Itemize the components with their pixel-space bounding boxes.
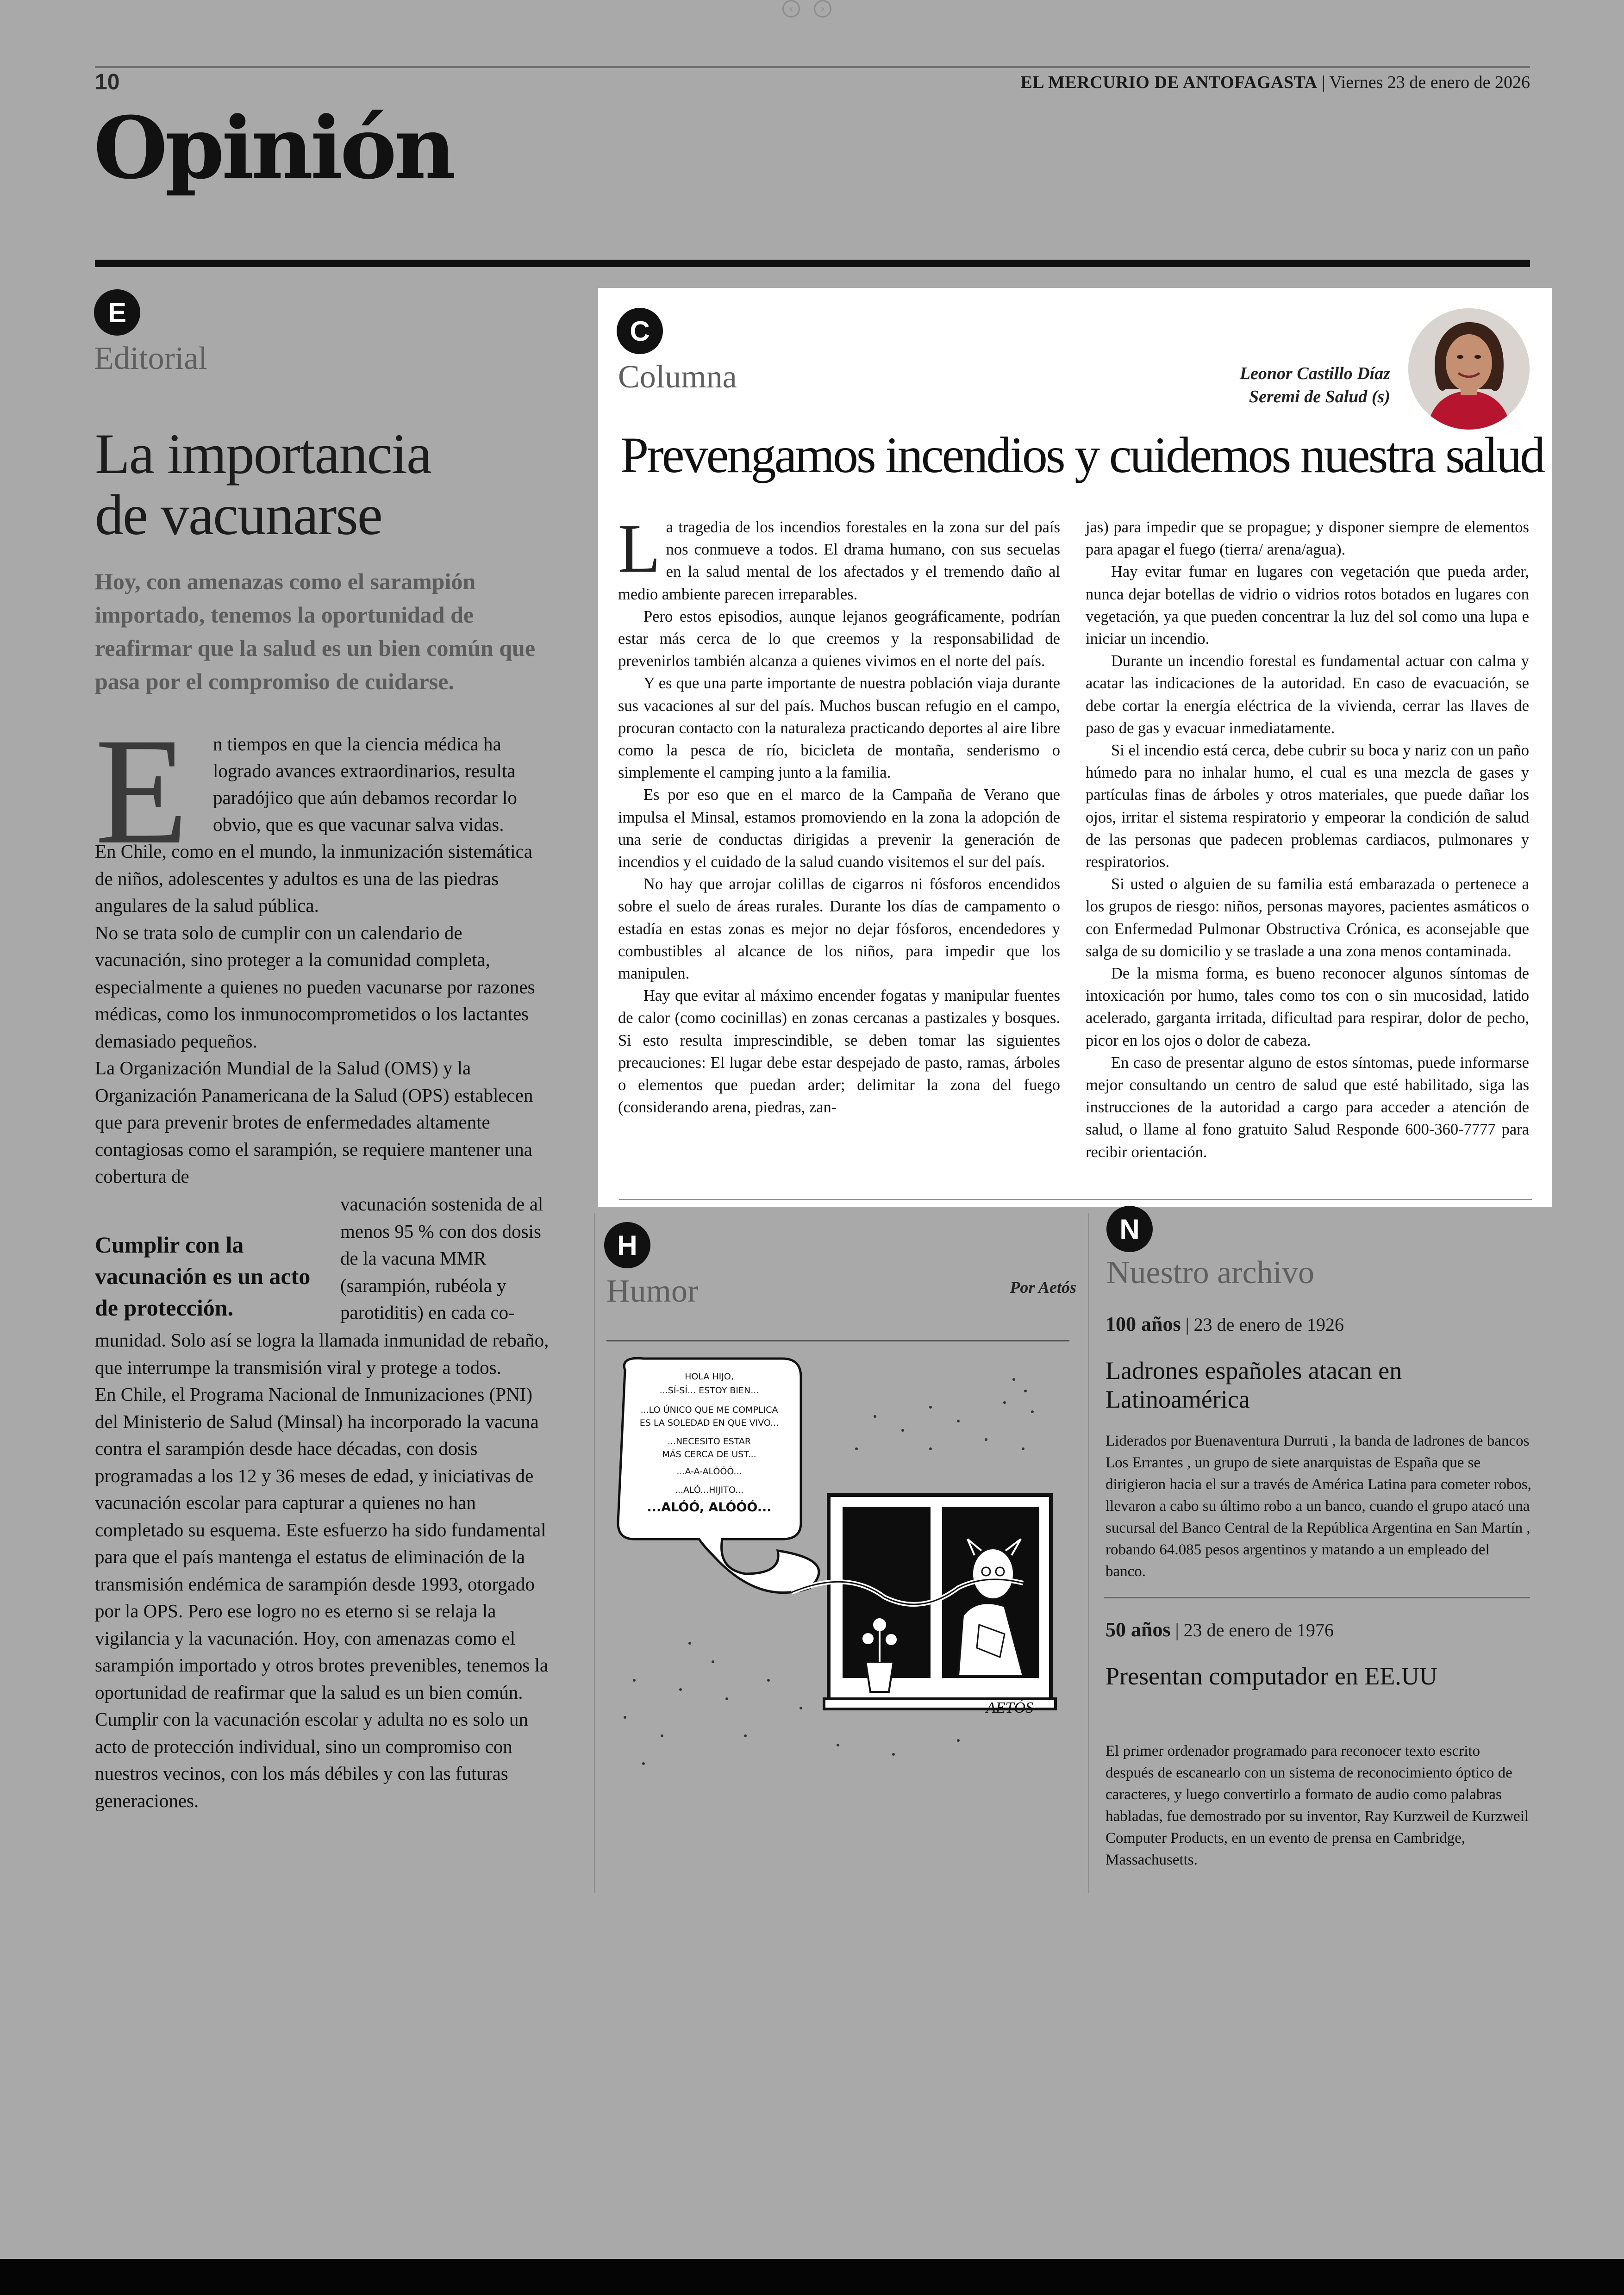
editorial-paragraph: munidad. Solo así se logra la llamada inmunidad de rebaño, que interrumpe la transmisión viral y protege a todos. [95, 1329, 549, 1378]
column-paragraph: Si usted o alguien de su familia está embarazada o pertenece a los grupos de riesgo: niños, personas mayores, pacientes asmáticos o con Enfermedad Pulmonar Obstructiva Crónica, es aconsejable que salga de su domicilio y se traslade a una zona menos contaminada. [1086, 875, 1529, 960]
author-name: Leonor Castillo Díaz [1239, 364, 1390, 383]
issue-date: Viernes 23 de enero de 2026 [1329, 73, 1530, 92]
editorial-badge: E [94, 289, 140, 336]
humor-badge: H [604, 1222, 650, 1268]
newspaper-name: EL MERCURIO DE ANTOFAGASTA [1020, 73, 1318, 92]
column-paragraph: Pero estos episodios, aunque lejanos geográficamente, podrían estar más cerca de lo que creemos y la responsabilidad de prevenirlos también alcanza a quienes vivimos en el norte del país. [618, 607, 1060, 670]
editorial-kicker: Editorial [94, 341, 207, 376]
humor-byline: Por Aetós [1010, 1278, 1076, 1297]
column-paragraph: Hay evitar fumar en lugares con vegetación que pueda arder, nunca dejar botellas de vidrio o vidrios rotos botados en lugares con vegetación, ya que pueden concentrar la luz del sol como una lupa e iniciar un incendio. [1086, 563, 1529, 648]
column-bottom-rule [619, 1199, 1532, 1200]
humor-kicker: Humor [606, 1273, 699, 1309]
editorial-body-bottom [95, 1327, 553, 1814]
speech-line: ...A-A-ALÓÓÓ... [676, 1466, 742, 1477]
bottom-bar [0, 2259, 1624, 2295]
column-badge: C [617, 308, 663, 354]
column-paragraph: Si el incendio está cerca, debe cubrir su boca y nariz con un paño húmedo para no inhalar humo, el cual es una mezcla de gases y partículas finas de árboles y otros materiales, que puede dañar los ojos, irritar el sistema respiratorio y empeorar la condición de salud de las personas que padecen problemas cardiacos, pulmonares y respiratorios. [1086, 742, 1529, 871]
newspaper-info [1020, 72, 1530, 93]
divider [1088, 1213, 1089, 1893]
column-paragraph: No hay que arrojar colillas de cigarros ni fósforos encendidos sobre el suelo de áreas rurales. Durante los días de campamento o estadía en estas zonas es mejor no dejar fósforos, encendedores y combustibles al alcance de los niños, para impedir que los manipulen. [618, 875, 1060, 983]
speech-line: HOLA HIJO, [685, 1372, 734, 1382]
window-pane-left [843, 1507, 931, 1678]
column-paragraph: Es por eso que en el marco de la Campaña de Verano que impulsa el Minsal, estamos promoviendo en la zona la adopción de una serie de conductas dirigidas a prevenir la generación de incendios y el cuidado de la salud cuando visitemos el sur del país. [618, 786, 1060, 871]
column-paragraph: De la misma forma, es bueno reconocer algunos síntomas de intoxicación por humo, tales como tos con o sin mucosidad, latido acelerado, garganta irritada, dificultad para respirar, dolor de pecho, picor en los ojos o dolor de cabeza. [1086, 965, 1529, 1049]
editorial-body-top [95, 838, 553, 1190]
column-kicker: Columna [618, 359, 737, 395]
author-photo [1408, 308, 1530, 430]
archive-years: 50 años [1106, 1618, 1171, 1641]
section-title: Opinión [94, 98, 454, 198]
cartoon-illustration [606, 1356, 1069, 1782]
speech-line: ...NECESITO ESTAR [667, 1436, 751, 1447]
archive-date: 23 de enero de 1926 [1193, 1314, 1344, 1335]
editorial-paragraph-lead: n tiempos en que la ciencia médica ha logrado avances extraordinarios, resulta paradójico que aún debamos recordar lo obvio, que es que vacunar salva vidas. [213, 733, 517, 835]
column-paragraph: a tragedia de los incendios forestales en la zona sur del país nos conmueve a todos. El drama humano, con sus secuelas en la salud mental de los afectados y el tremendo daño al medio ambiente parecen irreparables. [618, 518, 1060, 603]
humor-rule [606, 1340, 1069, 1341]
editorial-title-line2: de vacunarse [95, 483, 382, 547]
editorial-title-line1: La importancia [95, 422, 431, 486]
archive-kicker: Nuestro archivo [1106, 1255, 1315, 1291]
editorial-paragraph: En Chile, como en el mundo, la inmunización sistemática de niños, adolescentes y adultos es una de las piedras angulares de la salud pública. [95, 841, 533, 916]
column-text-right [1086, 516, 1529, 1163]
column-dropcap: L [618, 510, 661, 587]
author-portrait-icon [1408, 308, 1530, 430]
speech-line: ...LO ÚNICO QUE ME COMPLICA [640, 1405, 778, 1415]
archive-date: 23 de enero de 1976 [1183, 1620, 1334, 1640]
column-paragraph: Durante un incendio forestal es fundamental actuar con calma y acatar las indicaciones de la autoridad. En caso de evacuación, se debe cortar la energía eléctrica de la vivienda, cerrar las llaves de paso de gas y evacuar inmediatamente. [1086, 652, 1529, 737]
editorial-paragraph-narrow: vacunación sostenida de al menos 95 % con dos dosis de la vacuna MMR (sarampión, rubéola y parotiditis) en cada co- [340, 1193, 543, 1323]
speech-line: MÁS CERCA DE UST... [662, 1449, 756, 1459]
archive-item-title: Presentan computador en EE.UU [1106, 1662, 1437, 1690]
column-author [1240, 362, 1390, 408]
archive-rule [1104, 1597, 1530, 1598]
archive-item-text: Liderados por Buenaventura Durruti , la banda de ladrones de bancos Los Errantes , un grupo de siete anarquistas de España que se dirigieron hacia el sur a través de América Latina para cometer robos, llevaron a cabo su último robo a un banco, cuando el grupo atacó una sucursal del Banco Central de la República Argentina en San Martín , robando 64.085 pesos argentinos y matando a un empleado del banco. [1106, 1433, 1531, 1580]
archive-item-header: 50 años | 23 de enero de 1976 [1106, 1618, 1334, 1641]
editorial-paragraph: Cumplir con la vacunación escolar y adulta no es solo un acto de protección individual, sino un compromiso con nuestros vecinos, con los más débiles y con las futuras generaciones. [95, 1709, 528, 1811]
editorial-pullquote: Cumplir con la vacunación es un acto de protección. [95, 1232, 311, 1321]
column-paragraph: Hay que evitar al máximo encender fogatas y manipular fuentes de calor (como cocinillas) en zonas cercanas a pastizales y bosques. Si esto resulta imprescindible, se deben tomar las siguientes precauciones: El lugar debe estar despejado de pasto, ramas, árboles o elementos que puedan arder; delimitar la zona del fuego (considerando arena, piedras, zan- [618, 987, 1060, 1116]
next-page-icon[interactable]: › [814, 0, 831, 18]
header-separator: | [1322, 73, 1325, 92]
cartoon-signature: AETÓS [986, 1699, 1033, 1716]
column-text-left [618, 510, 1060, 1118]
column-paragraph: jas) para impedir que se propague; y disponer siempre de elementos para apagar el fuego (tierra/ arena/agua). [1086, 518, 1529, 559]
archive-item-title: Ladrones españoles atacan en Latinoamérica [1106, 1357, 1402, 1413]
editorial-dropcap: E [95, 707, 188, 876]
editorial-paragraph: En Chile, el Programa Nacional de Inmunizaciones (PNI) del Ministerio de Salud (Minsal) ha incorporado la vacuna contra el sarampión desde hace décadas, con dosis programadas a los 12 y 36 meses de edad, y iniciativas de vacunación escolar para capturar a quienes no han completado su esquema. Este esfuerzo ha sido fundamental para que el país mantenga el estatus de eliminación de la transmisión endémica de sarampión desde 1993, otorgado por la OPS. Pero ese logro no es eterno si se relaja la vigilancia y la vacunación. Hoy, con amenazas como el sarampión importado y otros brotes prevenibles, tenemos la oportunidad de reafirmar que la salud es un bien común. [95, 1384, 549, 1703]
editorial-subtitle: Hoy, con amenazas como el sarampión importado, tenemos la oportunidad de reafirmar que la salud es un bien común que pasa por el compromiso de cuidarse. [95, 568, 536, 694]
archive-item-text: El primer ordenador programado para reconocer texto escrito después de escanearlo con un sistema de reconocimiento óptico de caracteres, y luego convertirlo a formato de audio como palabras habladas, fue demostrado por su inventor, Ray Kurzweil de Kurzweil Computer Products, en un evento de prensa en Cambridge, Massachusetts. [1106, 1743, 1529, 1868]
archive-badge: N [1106, 1206, 1153, 1252]
editorial-paragraph: La Organización Mundial de la Salud (OMS) y la Organización Panamericana de la Salud (OPS) establecen que para prevenir brotes de enfermedades altamente contagiosas como el sarampión, se requiere mantener una cobertura de [95, 1057, 533, 1187]
column-title: Prevengamos incendios y cuidemos nuestra salud [620, 427, 1544, 483]
archive-item-header: 100 años | 23 de enero de 1926 [1106, 1313, 1344, 1335]
column-paragraph: En caso de presentar alguno de estos síntomas, puede informarse mejor consultando un centro de salud que esté habilitado, siga las instrucciones de la autoridad a cargo para acceder a atención de salud, o llame al fono gratuito Salud Responde 600-360-7777 para recibir orientación. [1086, 1054, 1529, 1161]
author-role: Seremi de Salud (s) [1249, 387, 1390, 406]
speech-line: ...ALÓÓ, ALÓÓÓ... [647, 1500, 772, 1515]
speech-line: ...SÍ-SÍ... ESTOY BIEN... [659, 1385, 759, 1396]
header-rule [95, 66, 1530, 68]
speech-line: ...ALÓ...HIJITO... [675, 1485, 744, 1495]
column-paragraph: Y es que una parte importante de nuestra población viaja durante sus vacaciones al sur del país. Muchos buscan refugio en el campo, procuran contacto con la naturaleza practicando deportes al aire libre como la pesca de río, bicicleta de montaña, senderismo o simplemente el camping junto a la familia. [618, 674, 1060, 782]
flower-pot-icon [866, 1662, 893, 1692]
prev-page-icon[interactable]: ‹ [782, 0, 800, 18]
editorial-paragraph: No se trata solo de cumplir con un calendario de vacunación, sino proteger a la comunidad completa, especialmente a quienes no pueden vacunarse por razones médicas, como los inmunocomprometidos o los lactantes demasiado pequeños. [95, 922, 535, 1052]
section-rule [95, 260, 1530, 267]
editorial-title [95, 424, 558, 546]
divider [594, 1213, 595, 1893]
page-nav [782, 0, 831, 17]
speech-line: ES LA SOLEDAD EN QUE VIVO... [639, 1418, 779, 1428]
archive-years: 100 años [1106, 1313, 1181, 1335]
page-number: 10 [95, 70, 120, 94]
